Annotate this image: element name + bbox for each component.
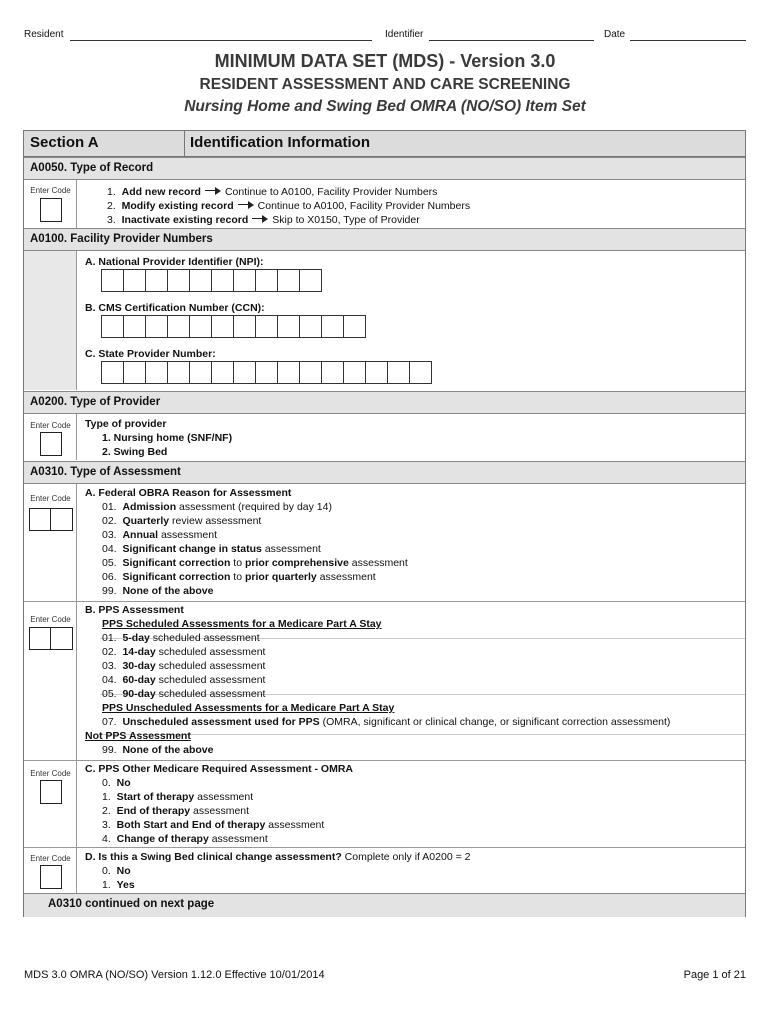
digit-box[interactable] — [123, 361, 146, 384]
footer-page-number: Page 1 of 21 — [683, 969, 746, 981]
a0310d-heading: D. Is this a Swing Bed clinical change assessment? Complete only if A0200 = 2 — [85, 851, 471, 863]
a0310-header: A0310. Type of Assessment — [24, 461, 745, 484]
enter-code-label: Enter Code — [30, 494, 71, 503]
pps-unscheduled-heading: PPS Unscheduled Assessments for a Medicare Part A Stay — [102, 702, 395, 714]
section-a-form — [23, 130, 746, 917]
a0310a-option: 04. Significant change in status assessment — [102, 543, 321, 555]
digit-box[interactable] — [123, 315, 146, 338]
a0310-code-column — [24, 484, 77, 917]
ccn-boxes[interactable] — [101, 315, 365, 338]
a0310a-heading: A. Federal OBRA Reason for Assessment — [85, 487, 292, 499]
section-header — [24, 131, 745, 157]
a0310c-option: 1. Start of therapy assessment — [102, 791, 254, 803]
a0310b-scheduled-option: 03. 30-day scheduled assessment — [102, 660, 266, 672]
resident-field[interactable] — [70, 40, 372, 41]
pps-scheduled-heading: PPS Scheduled Assessments for a Medicare Part A Stay — [102, 618, 382, 630]
a0310b-code-box[interactable] — [29, 627, 73, 650]
digit-box[interactable] — [409, 361, 432, 384]
a0310c-heading: C. PPS Other Medicare Required Assessment - OMRA — [85, 763, 354, 775]
a0310a-option: 05. Significant correction to prior comprehensive assessment — [102, 557, 408, 569]
a0200-option-2: 2. Swing Bed — [102, 446, 168, 458]
identifier-label: Identifier — [385, 29, 424, 40]
digit-box[interactable] — [189, 361, 212, 384]
a0310a-option: 06. Significant correction to prior quarterly assessment — [102, 571, 376, 583]
a0200-code-box[interactable] — [40, 432, 62, 456]
a0310d-option-1: 1. Yes — [102, 879, 135, 891]
digit-box[interactable] — [211, 269, 234, 292]
main-title: MINIMUM DATA SET (MDS) - Version 3.0 — [214, 51, 556, 71]
section-title: Identification Information — [190, 134, 370, 151]
a0310b-scheduled-option: 02. 14-day scheduled assessment — [102, 646, 266, 658]
arrow-right-icon — [252, 215, 268, 223]
a0050-option-2: 2. Modify existing record Continue to A0100, Facility Provider Numbers — [107, 200, 471, 212]
subtitle: RESIDENT ASSESSMENT AND CARE SCREENING — [199, 76, 571, 93]
digit-box[interactable] — [343, 315, 366, 338]
npi-label: A. National Provider Identifier (NPI): — [85, 256, 264, 268]
a0100-header: A0100. Facility Provider Numbers — [24, 228, 745, 251]
a0310d-code-box[interactable] — [40, 865, 62, 889]
a0310c-code-box[interactable] — [40, 780, 62, 804]
digit-box[interactable] — [189, 269, 212, 292]
digit-box[interactable] — [277, 269, 300, 292]
a0310c-option: 3. Both Start and End of therapy assessment — [102, 819, 325, 831]
a0310b-scheduled-option: 01. 5-day scheduled assessment — [102, 632, 260, 644]
digit-box[interactable] — [277, 315, 300, 338]
digit-box[interactable] — [343, 361, 366, 384]
digit-box[interactable] — [321, 361, 344, 384]
a0050-option-3: 3. Inactivate existing record Skip to X0150, Type of Provider — [107, 214, 420, 226]
digit-box[interactable] — [233, 361, 256, 384]
date-label: Date — [604, 29, 626, 40]
resident-identifier-date-line — [24, 27, 746, 43]
npi-boxes[interactable] — [101, 269, 321, 292]
a0310c-option: 0. No — [102, 777, 131, 789]
identifier-field[interactable] — [429, 40, 594, 41]
digit-box[interactable] — [167, 361, 190, 384]
a0310c-option: 4. Change of therapy assessment — [102, 833, 268, 845]
digit-box[interactable] — [233, 315, 256, 338]
a0050-code-column — [24, 180, 77, 228]
arrow-right-icon — [205, 187, 221, 195]
digit-box[interactable] — [387, 361, 410, 384]
digit-box[interactable] — [145, 269, 168, 292]
a0310b-heading: B. PPS Assessment — [85, 604, 184, 616]
a0310c-option: 2. End of therapy assessment — [102, 805, 250, 817]
a0100-code-column — [24, 251, 77, 390]
a0200-heading: Type of provider — [85, 418, 167, 430]
enter-code-label: Enter Code — [30, 186, 71, 195]
state-provider-boxes[interactable] — [101, 361, 431, 384]
a0310b-option-99: 99. None of the above — [102, 744, 214, 756]
a0050-option-1: 1. Add new record Continue to A0100, Facility Provider Numbers — [107, 186, 438, 198]
arrow-right-icon — [238, 201, 254, 209]
digit-box[interactable] — [123, 269, 146, 292]
a0310b-scheduled-option: 05. 90-day scheduled assessment — [102, 688, 266, 700]
digit-box[interactable] — [365, 361, 388, 384]
not-pps-heading: Not PPS Assessment — [85, 730, 191, 742]
digit-box[interactable] — [189, 315, 212, 338]
digit-box[interactable] — [233, 269, 256, 292]
state-provider-label: C. State Provider Number: — [85, 348, 216, 360]
digit-box[interactable] — [211, 361, 234, 384]
footer-version: MDS 3.0 OMRA (NO/SO) Version 1.12.0 Effective 10/01/2014 — [24, 969, 325, 981]
section-label: Section A — [30, 134, 99, 151]
a0310a-option: 01. Admission assessment (required by day 14) — [102, 501, 332, 513]
digit-box[interactable] — [277, 361, 300, 384]
digit-box[interactable] — [255, 315, 278, 338]
digit-box[interactable] — [101, 315, 124, 338]
digit-box[interactable] — [299, 361, 322, 384]
digit-box[interactable] — [145, 361, 168, 384]
ccn-label: B. CMS Certification Number (CCN): — [85, 302, 265, 314]
a0050-code-box[interactable] — [40, 198, 62, 222]
digit-box[interactable] — [299, 315, 322, 338]
digit-box[interactable] — [167, 269, 190, 292]
resident-label: Resident — [24, 29, 64, 40]
enter-code-label: Enter Code — [30, 854, 71, 863]
a0310a-option: 03. Annual assessment — [102, 529, 217, 541]
a0310a-code-box[interactable] — [29, 508, 73, 531]
digit-box[interactable] — [145, 315, 168, 338]
a0200-option-1: 1. Nursing home (SNF/NF) — [102, 432, 233, 444]
digit-box[interactable] — [211, 315, 234, 338]
a0200-header: A0200. Type of Provider — [24, 391, 745, 414]
item-set-title: Nursing Home and Swing Bed OMRA (NO/SO) Item Set — [184, 98, 586, 115]
a0310a-option: 99. None of the above — [102, 585, 214, 597]
a0200-code-column — [24, 414, 77, 460]
enter-code-label: Enter Code — [30, 769, 71, 778]
digit-box[interactable] — [255, 269, 278, 292]
enter-code-label: Enter Code — [30, 615, 71, 624]
a0310d-option-0: 0. No — [102, 865, 131, 877]
digit-box[interactable] — [101, 361, 124, 384]
enter-code-label: Enter Code — [30, 421, 71, 430]
a0310a-option: 02. Quarterly review assessment — [102, 515, 262, 527]
digit-box[interactable] — [321, 315, 344, 338]
digit-box[interactable] — [255, 361, 278, 384]
date-field[interactable] — [630, 40, 746, 41]
digit-box[interactable] — [167, 315, 190, 338]
continued-note: A0310 continued on next page — [24, 893, 745, 917]
digit-box[interactable] — [101, 269, 124, 292]
a0310b-scheduled-option: 04. 60-day scheduled assessment — [102, 674, 266, 686]
form-titles — [0, 50, 770, 118]
a0050-header: A0050. Type of Record — [24, 157, 745, 180]
a0310b-option-07: 07. Unscheduled assessment used for PPS (OMRA, significant or clinical change, or significant correction assessment) — [102, 716, 671, 728]
digit-box[interactable] — [299, 269, 322, 292]
